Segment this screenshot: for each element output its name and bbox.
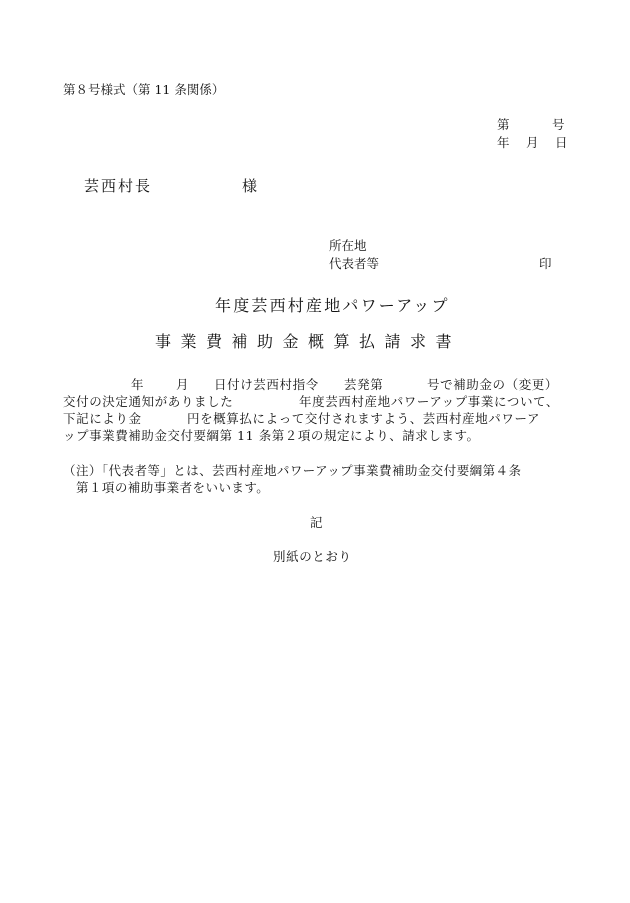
body-line1-prefix2: 芸発第 [344,377,384,392]
body-line1-end: 号で補助金の（変更） [427,377,559,392]
date-day: 日 [555,135,568,150]
body-line2-end: 年度芸西村産地パワーアップ事業について、 [299,394,560,409]
form-number: 第８号様式（第 11 条関係） [63,82,225,97]
body-line2-start: 交付の決定通知がありました [63,394,234,409]
body-line3-start: 下記により金 [63,411,142,426]
addressee-name: 芸西村長 [84,177,153,195]
body-line1-month: 月 [176,377,190,392]
note-line-1: （注）「代表者等」とは、芸西村産地パワーアップ事業費補助金交付要綱第４条 [63,463,522,478]
date-month: 月 [526,135,539,150]
seal-label: 印 [539,256,552,271]
body-line-4: ップ事業費補助金交付要綱第 11 条第２項の規定により、請求します。 [63,428,480,443]
number-dai: 第 [497,117,510,132]
title-line-1: 年度芸西村産地パワーアップ [215,296,450,315]
addressee-honorific: 様 [242,177,260,195]
representative-label: 代表者等 [329,256,380,271]
body-line1-year: 年 [131,377,145,392]
attachment-note: 別紙のとおり [273,549,352,564]
body-line1-mid: 日付け芸西村指令 [214,377,319,392]
date-year: 年 [497,135,510,150]
ki-label: 記 [310,515,323,530]
note-line-2: 第１項の補助事業者をいいます。 [76,480,270,495]
address-label: 所在地 [329,238,367,253]
number-go: 号 [552,117,565,132]
title-line-2: 事業費補助金概算払請求書 [155,332,462,351]
body-line3-end: 円を概算払によって交付されますよう、芸西村産地パワーア [187,411,541,426]
